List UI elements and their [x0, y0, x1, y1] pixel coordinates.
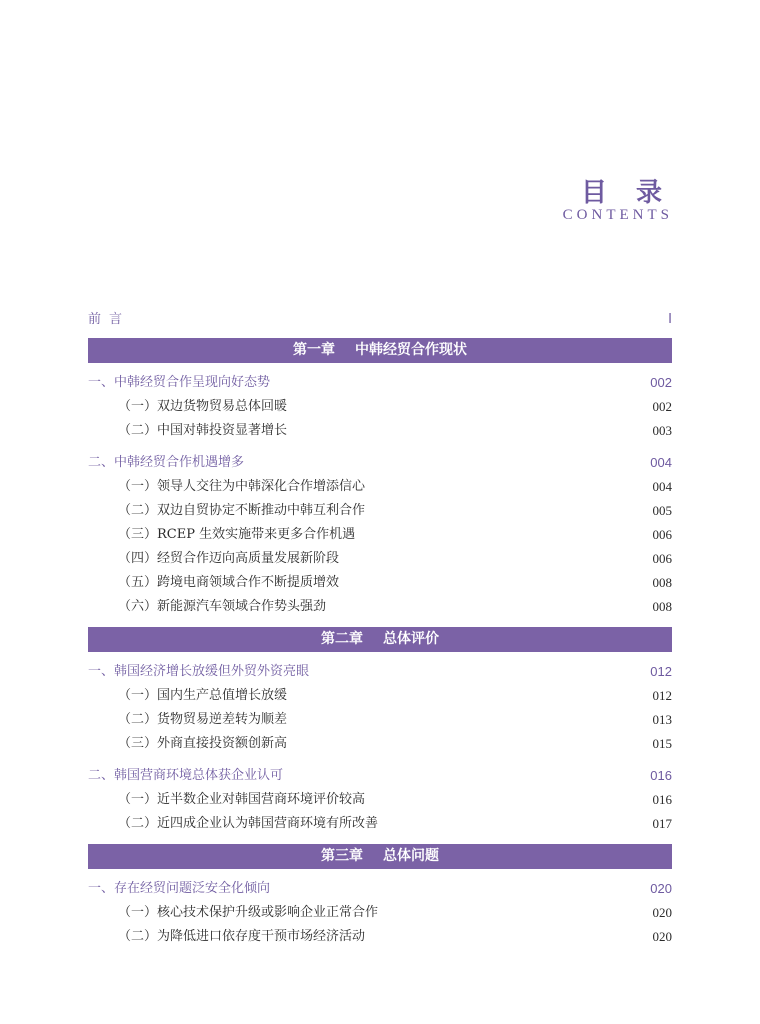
toc-subsection-entry[interactable]	[88, 547, 672, 571]
subsection-page: 020	[652, 929, 672, 944]
chapter-header[interactable]	[88, 627, 672, 652]
section-gap	[88, 443, 672, 451]
chapter-gap	[88, 619, 672, 627]
toc-subsection-entry[interactable]	[88, 475, 672, 499]
toc-subsection-entry[interactable]	[88, 523, 672, 547]
subsection-title: （一）双边货物贸易总体回暖	[118, 399, 288, 414]
subsection-title: （一）国内生产总值增长放缓	[118, 688, 288, 703]
chapter-gap	[88, 836, 672, 844]
subsection-page: 002	[652, 399, 672, 414]
section-title: 一、中韩经贸合作呈现向好态势	[88, 375, 271, 390]
chapter-gap	[88, 949, 672, 957]
toc-subsection-entry[interactable]	[88, 901, 672, 925]
toc-subsection-entry[interactable]	[88, 732, 672, 756]
chapter-label: 第二章	[321, 631, 363, 647]
section-title: 二、韩国营商环境总体获企业认可	[88, 768, 284, 783]
subsection-title: （三）RCEP 生效实施带来更多合作机遇	[118, 527, 356, 542]
section-page: 002	[650, 375, 672, 390]
subsection-title: （二）货物贸易逆差转为顺差	[118, 712, 288, 727]
preface-page: I	[668, 312, 672, 327]
subsection-title: （二）中国对韩投资显著增长	[118, 423, 288, 438]
subsection-title: （五）跨境电商领域合作不断提质增效	[118, 575, 340, 590]
subsection-page: 017	[652, 816, 672, 831]
toc-section-entry[interactable]	[88, 764, 672, 788]
subsection-title: （一）核心技术保护升级或影响企业正常合作	[118, 905, 379, 920]
chapter-label: 第三章	[321, 848, 363, 864]
toc-section-entry[interactable]	[88, 660, 672, 684]
subsection-title: （二）双边自贸协定不断推动中韩互利合作	[118, 503, 366, 518]
subsection-page: 012	[652, 688, 672, 703]
subsection-page: 008	[652, 599, 672, 614]
toc-subsection-entry[interactable]	[88, 812, 672, 836]
chapter-title: 总体问题	[383, 848, 439, 864]
subsection-page: 004	[652, 479, 672, 494]
section-page: 020	[650, 881, 672, 896]
toc-subsection-entry[interactable]	[88, 571, 672, 595]
subsection-title: （一）近半数企业对韩国营商环境评价较高	[118, 792, 366, 807]
section-title: 一、韩国经济增长放缓但外贸外资亮眼	[88, 664, 310, 679]
subsection-page: 015	[652, 736, 672, 751]
toc-subsection-entry[interactable]	[88, 925, 672, 949]
subsection-title: （一）领导人交往为中韩深化合作增添信心	[118, 479, 366, 494]
chapter-header[interactable]	[88, 844, 672, 869]
chapter-title: 总体评价	[383, 631, 439, 647]
toc-subsection-entry[interactable]	[88, 684, 672, 708]
subsection-page: 006	[652, 527, 672, 542]
toc-section-entry[interactable]	[88, 371, 672, 395]
subsection-page: 005	[652, 503, 672, 518]
toc-entry-preface[interactable]	[88, 308, 672, 332]
toc-section-entry[interactable]	[88, 877, 672, 901]
toc-subsection-entry[interactable]	[88, 708, 672, 732]
toc-subsection-entry[interactable]	[88, 499, 672, 523]
toc-subsection-entry[interactable]	[88, 595, 672, 619]
section-page: 004	[650, 455, 672, 470]
table-of-contents	[88, 308, 672, 957]
subsection-title: （二）为降低进口依存度干预市场经济活动	[118, 929, 366, 944]
toc-subsection-entry[interactable]	[88, 395, 672, 419]
subsection-title: （四）经贸合作迈向高质量发展新阶段	[118, 551, 340, 566]
section-page: 016	[650, 768, 672, 783]
section-title: 一、存在经贸问题泛安全化倾向	[88, 881, 271, 896]
subsection-page: 006	[652, 551, 672, 566]
section-gap	[88, 756, 672, 764]
subsection-page: 003	[652, 423, 672, 438]
subsection-title: （二）近四成企业认为韩国营商环境有所改善	[118, 816, 379, 831]
section-page: 012	[650, 664, 672, 679]
toc-subtitle: CONTENTS	[562, 207, 673, 223]
subsection-page: 008	[652, 575, 672, 590]
toc-section-entry[interactable]	[88, 451, 672, 475]
chapter-title: 中韩经贸合作现状	[355, 342, 467, 358]
preface-label: 前言	[88, 312, 131, 327]
section-title: 二、中韩经贸合作机遇增多	[88, 455, 245, 470]
toc-title: 目 录	[580, 178, 672, 208]
chapter-label: 第一章	[293, 342, 335, 358]
subsection-title: （六）新能源汽车领域合作势头强劲	[118, 599, 327, 614]
subsection-page: 016	[652, 792, 672, 807]
toc-subsection-entry[interactable]	[88, 419, 672, 443]
toc-subsection-entry[interactable]	[88, 788, 672, 812]
chapter-header[interactable]	[88, 338, 672, 363]
subsection-page: 020	[652, 905, 672, 920]
subsection-title: （三）外商直接投资额创新高	[118, 736, 288, 751]
subsection-page: 013	[652, 712, 672, 727]
